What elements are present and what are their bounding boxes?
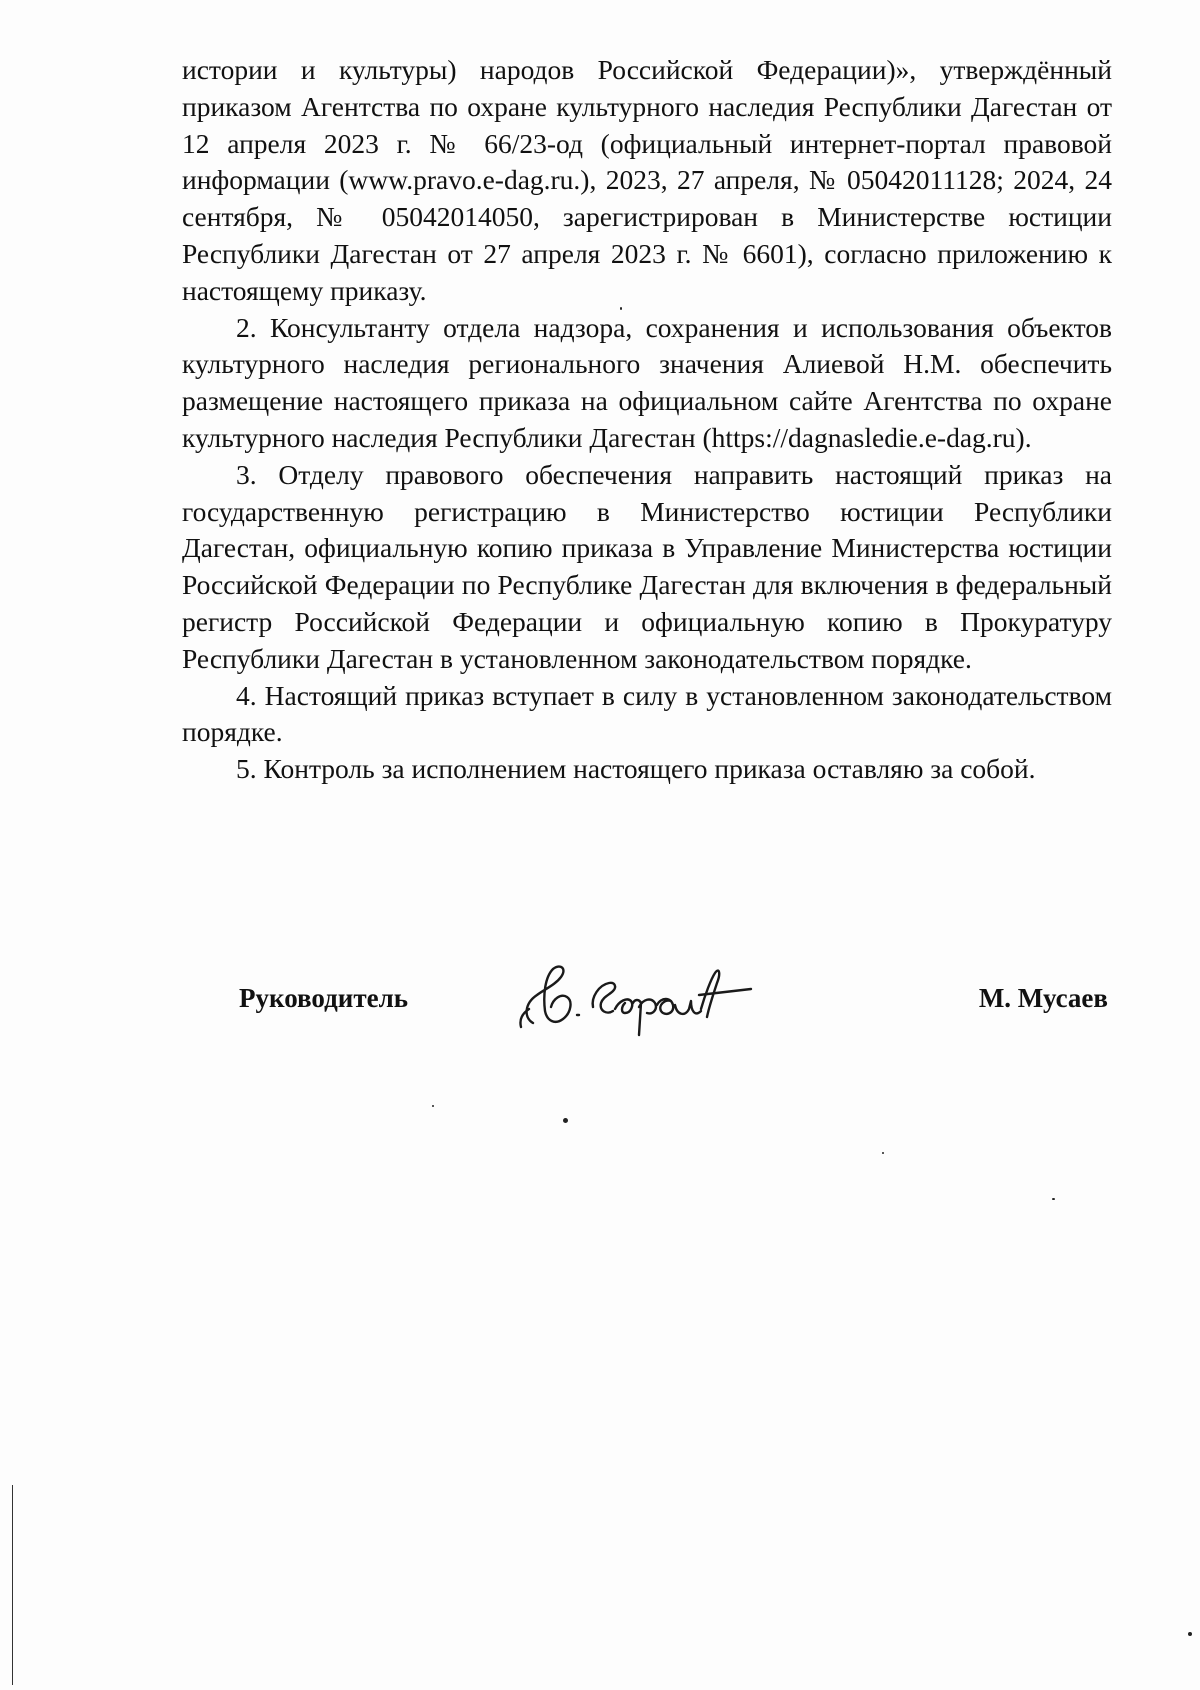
scan-speck xyxy=(432,1105,434,1107)
signature-block xyxy=(0,955,1200,1045)
paragraph-item-4: 4. Настоящий приказ вступает в силу в установленном законодательством порядке. xyxy=(182,679,1112,748)
paragraph-item-2: 2. Консультанту отдела надзора, сохранения и использования объектов культурного наследия регионального значения Алиевой Н.М. обеспечить размещение настоящего приказа на официальном сайте Агентства по охране культурного наследия Республики Дагестан (https://dagnasledie.e-dag.ru). xyxy=(182,311,1112,453)
paragraph-item-5: 5. Контроль за исполнением настоящего приказа оставляю за собой. xyxy=(236,753,1036,785)
document-body xyxy=(182,52,1112,788)
scan-speck xyxy=(882,1152,884,1154)
paragraph-continuation: истории и культуры) народов Российской Федерации)», утверждённый приказом Агентства по охране культурного наследия Республики Дагестан от 12 апреля 2023 г. № 66/23-од (официальный интернет-портал правовой информации (www.pravo.e-dag.ru.), 2023, 27 апреля, № 05042011128; 2024, 24 сентября, № 05042014050, зарегистрирован в Министерстве юстиции Республики Дагестан от 27 апреля 2023 г. № 6601), согласно приложению к настоящему приказу. xyxy=(182,54,1112,306)
scan-speck xyxy=(1052,1198,1055,1200)
scan-speck xyxy=(1188,1632,1192,1636)
scan-speck xyxy=(563,1118,568,1123)
scan-edge-line xyxy=(12,1485,13,1685)
signatory-title: Руководитель xyxy=(239,983,409,1013)
paragraph-item-3: 3. Отделу правового обеспечения направить настоящий приказ на государственную регистрацию в Министерство юстиции Республики Дагестан, официальную копию приказа в Управление Министерства юстиции Российской Федерации по Республике Дагестан для включения в федеральный регистр Российской Федерации и официальную копию в Прокуратуру Республики Дагестан в установленном законодательством порядке. xyxy=(182,458,1112,674)
scan-speck xyxy=(620,307,622,310)
handwritten-signature-icon xyxy=(515,955,765,1045)
signatory-name: М. Мусаев xyxy=(978,983,1108,1013)
